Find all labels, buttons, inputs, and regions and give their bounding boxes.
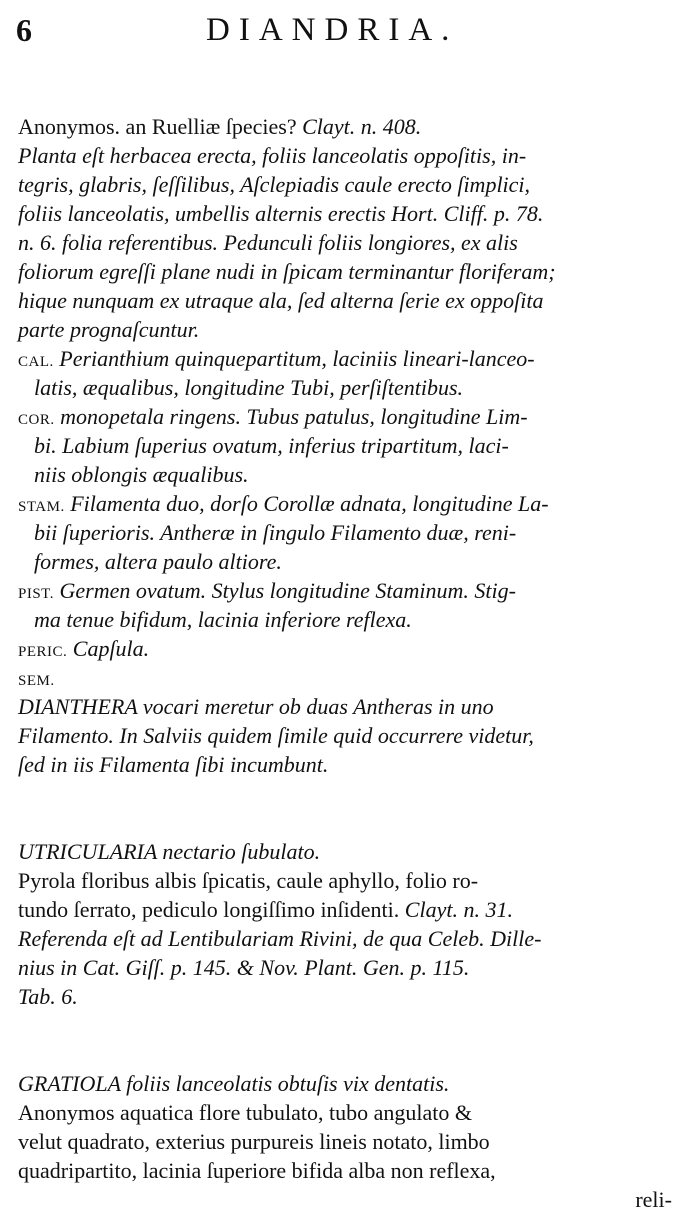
entry-utricularia <box>18 837 680 1011</box>
entry-gratiola <box>18 1069 680 1214</box>
page-header <box>16 10 676 50</box>
entry-anonymos <box>18 112 680 779</box>
description-line: quadripartito, lacinia ſuperiore bifida alba non reflexa, <box>18 1158 496 1183</box>
description-line: Tab. 6. <box>18 984 78 1009</box>
note-line: ſed in iis Filamenta ſibi incumbunt. <box>18 752 329 777</box>
part-calyx: CAL. Perianthium quinquepartitum, laciniis lineari-lanceo- <box>18 346 535 371</box>
description-line: n. 6. folia referentibus. Pedunculi foliis longiores, ex alis <box>18 230 518 255</box>
note-line: Filamento. In Salviis quidem ſimile quid occurrere videtur, <box>18 723 534 748</box>
part-calyx-cont: latis, æqualibus, longitudine Tubi, perſiſtentibus. <box>34 375 464 400</box>
part-stamen: STAM. Filamenta duo, dorſo Corollæ adnata, longitudine La- <box>18 491 549 516</box>
description-line: Planta eſt herbacea erecta, foliis lanceolatis oppoſitis, in- <box>18 143 527 168</box>
description-line: Pyrola floribus albis ſpicatis, caule aphyllo, folio ro- <box>18 868 479 893</box>
section-gap <box>18 779 680 837</box>
part-corolla-cont: bi. Labium ſuperius ovatum, inferius tripartitum, laci- <box>34 433 509 458</box>
entry-title: GRATIOLA foliis lanceolatis obtuſis vix dentatis. <box>18 1071 450 1096</box>
entry-title: Anonymos. an Ruelliæ ſpecies? Clayt. n. 408. <box>18 114 422 139</box>
section-gap <box>18 1011 680 1069</box>
part-stamen-cont: bii ſuperioris. Antheræ in ſingulo Filamento duæ, reni- <box>34 520 517 545</box>
description-line: foliis lanceolatis, umbellis alternis erectis Hort. Cliff. p. 78. <box>18 201 544 226</box>
description-line: nius in Cat. Giſſ. p. 145. & Nov. Plant. Gen. p. 115. <box>18 955 470 980</box>
part-stamen-cont: formes, altera paulo altiore. <box>34 549 282 574</box>
page-body <box>18 112 680 1214</box>
note-line: DIANTHERA vocari meretur ob duas Antheras in uno <box>18 694 494 719</box>
part-pistil-cont: ma tenue bifidum, lacinia inferiore reflexa. <box>34 607 412 632</box>
part-corolla-cont: niis oblongis æqualibus. <box>34 462 249 487</box>
part-corolla: COR. monopetala ringens. Tubus patulus, longitudine Lim- <box>18 404 528 429</box>
description-line: tegris, glabris, ſeſſilibus, Aſclepiadis caule erecto ſimplici, <box>18 172 531 197</box>
part-pericarp: PERIC. Capſula. <box>18 636 150 661</box>
description-line: tundo ſerrato, pediculo longiſſimo inſidenti. Clayt. n. 31. <box>18 897 513 922</box>
description-line: foliorum egreſſi plane nudi in ſpicam terminantur floriferam; <box>18 259 556 284</box>
description-line: Anonymos aquatica flore tubulato, tubo angulato & <box>18 1100 472 1125</box>
catchword: reli- <box>635 1187 672 1212</box>
entry-title: UTRICULARIA nectario ſubulato. <box>18 839 321 864</box>
page-number: 6 <box>16 12 33 48</box>
running-head: DIANDRIA. <box>206 12 459 48</box>
description-line: hique nunquam ex utraque ala, ſed alterna ſerie ex oppoſita <box>18 288 544 313</box>
description-line: velut quadrato, exterius purpureis lineis notato, limbo <box>18 1129 490 1154</box>
description-line: Referenda eſt ad Lentibulariam Rivini, de qua Celeb. Dille- <box>18 926 542 951</box>
part-pistil: PIST. Germen ovatum. Stylus longitudine Staminum. Stig- <box>18 578 516 603</box>
part-seed: SEM. <box>18 673 55 689</box>
description-line: parte prognaſcuntur. <box>18 317 200 342</box>
